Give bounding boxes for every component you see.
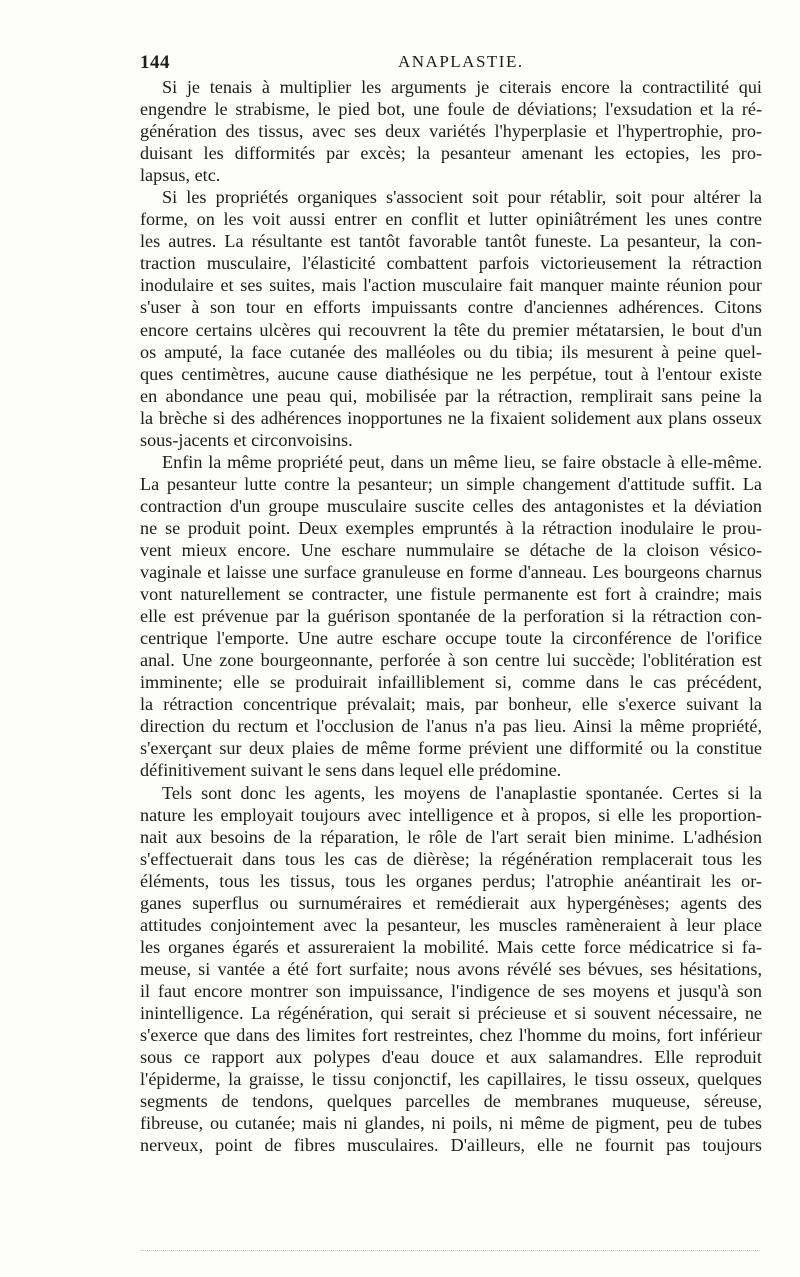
text-line: ganes superflus ou surnuméraires et remédierait aux hypergénèses; agents des (140, 892, 762, 913)
text-line: Enfin la même propriété peut, dans un même lieu, se faire obstacle à elle-même. (162, 451, 762, 472)
text-line: segments de tendons, quelques parcelles de membranes muqueuse, séreuse, (140, 1091, 762, 1112)
text-line: direction du rectum et l'occlusion de l'anus n'a pas lieu. Ainsi la même propriété, (140, 716, 762, 737)
text-line: nait aux besoins de la réparation, le rôle de l'art serait bien minime. L'adhésion (140, 826, 762, 847)
text-line: duisant les difformités par excès; la pesanteur amenant les ectopies, les pro- (140, 143, 762, 164)
text-line: sous ce rapport aux polypes d'eau douce et aux salamandres. Elle reproduit (140, 1047, 762, 1068)
text-line: traction musculaire, l'élasticité combattent parfois victorieusement la rétraction (140, 253, 762, 274)
text-line: s'user à son tour en efforts impuissants contre d'anciennes adhérences. Citons (140, 297, 762, 318)
text-line: contraction d'un groupe musculaire suscite celles des antagonistes et la déviation (140, 495, 762, 516)
text-line: s'exerçant sur deux plaies de même forme prévient une difformité ou la constitue (140, 738, 762, 759)
text-line: elle est prévenue par la guérison spontanée de la perforation si la rétraction con- (140, 606, 762, 627)
text-line: Si je tenais à multiplier les arguments je citerais encore la contractilité qui (162, 77, 762, 97)
text-line: vent mieux encore. Une eschare nummulaire se détache de la cloison vésico- (140, 539, 762, 560)
text-line: engendre le strabisme, le pied bot, une foule de déviations; l'exsudation et la ré- (140, 99, 762, 120)
text-line: Si les propriétés organiques s'associent soit pour rétablir, soit pour altérer la (162, 187, 762, 208)
text-line: éléments, tous les tissus, tous les organes perdus; l'atrophie anéantirait les or- (140, 870, 762, 891)
text-line: Tels sont donc les agents, les moyens de l'anaplastie spontanée. Certes si la (162, 782, 762, 803)
text-line: la brèche si des adhérences inopportunes ne la fixaient solidement aux plans osseux (140, 407, 762, 428)
text-line: la rétraction concentrique prévalait; mais, par bonheur, elle s'exerce suivant la (140, 694, 762, 715)
text-line: anal. Une zone bourgeonnante, perforée à son centre lui succède; l'oblitération est (140, 650, 762, 671)
text-line: s'exerce que dans des limites fort restreintes, chez l'homme du moins, fort inférieur (140, 1025, 762, 1046)
page-number: 144 (140, 52, 170, 73)
text-line: génération des tissus, avec ses deux variétés l'hyperplasie et l'hypertrophie, pro- (140, 121, 762, 142)
text-line: attitudes conjointement avec la pesanteur, les muscles ramèneraient à leur place (140, 914, 762, 935)
text-line: meuse, si vantée a été fort surfaite; nous avons révélé ses bévues, ses hésitations, (140, 958, 762, 979)
text-line: vont naturellement se contracter, une fistule permanente est fort à craindre; mais (140, 584, 762, 605)
text-line: les organes égarés et assureraient la mobilité. Mais cette force médicatrice si fa- (140, 936, 762, 957)
text-line: il faut encore montrer son impuissance, l'indigence de ses moyens et jusqu'à son (140, 980, 762, 1001)
text-line: s'effectuerait dans tous les cas de dièrèse; la régénération remplacerait tous les (140, 848, 762, 869)
text-line: imminente; elle se produirait infailliblement si, comme dans le cas précédent, (140, 672, 762, 693)
text-line: vaginale et laisse une surface granuleuse en forme d'anneau. Les bourgeons charnus (140, 562, 762, 583)
page-header (140, 48, 760, 76)
text-line: centrique l'emporte. Une autre eschare occupe toute la circonférence de l'orifice (140, 628, 762, 649)
text-line: définitivement suivant le sens dans lequel elle prédomine. (140, 760, 562, 781)
text-line: sous-jacents et circonvoisins. (140, 429, 353, 450)
text-line: lapsus, etc. (140, 165, 221, 186)
text-line: l'épiderme, la graisse, le tissu conjonctif, les capillaires, le tissu osseux, quelques (140, 1069, 762, 1090)
body-text (140, 76, 762, 1156)
text-line: ques centimètres, aucune cause diathésique ne les perpétue, tout à l'entour existe (140, 363, 762, 384)
text-line: os amputé, la face cutanée des malléoles ou du tibia; ils mesurent à peine quel- (140, 341, 762, 362)
text-line: les autres. La résultante est tantôt favorable tantôt funeste. La pesanteur, la con- (140, 231, 762, 252)
text-line: encore certains ulcères qui recouvrent la tête du premier métatarsien, le bout d'un (140, 319, 762, 340)
text-line: en abondance une peau qui, mobilisée par la rétraction, remplirait sans peine la (140, 385, 762, 406)
running-title: ANAPLASTIE. (398, 52, 524, 71)
text-line: inintelligence. La régénération, qui serait si précieuse et si souvent nécessaire, ne (140, 1002, 762, 1023)
text-line: forme, on les voit aussi entrer en conflit et lutter opiniâtrément les unes contre (140, 209, 762, 230)
text-line: nerveux, point de fibres musculaires. D'ailleurs, elle ne fournit pas toujours (140, 1135, 762, 1156)
text-line: inodulaire et ses suites, mais l'action musculaire fait manquer mainte réunion pour (140, 275, 762, 296)
text-line: La pesanteur lutte contre la pesanteur; un simple changement d'attitude suffit. La (140, 473, 762, 494)
text-line: ne se produit point. Deux exemples empruntés à la rétraction inodulaire le prou- (140, 517, 762, 538)
footer-rule (140, 1250, 760, 1251)
text-line: nature les employait toujours avec intelligence et à propos, si elle les proportion- (140, 804, 762, 825)
text-line: fibreuse, ou cutanée; mais ni glandes, ni poils, ni même de pigment, peu de tubes (140, 1113, 762, 1134)
